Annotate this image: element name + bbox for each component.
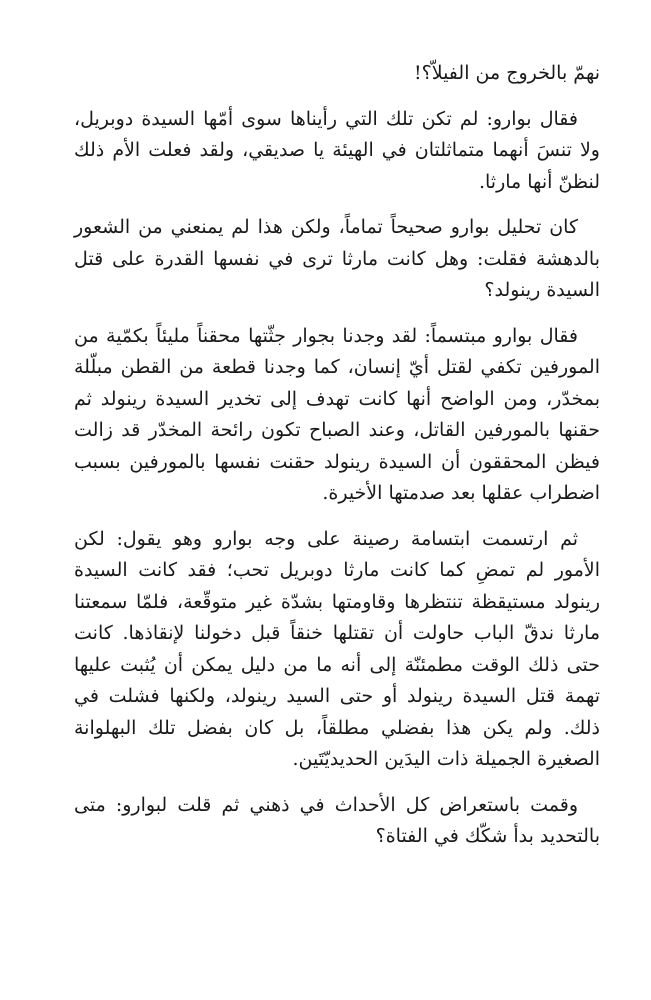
paragraph-6: وقمت باستعراض كل الأحداث في ذهني ثم قلت لبوارو: متى بالتحديد بدأ شكّك في الفتاة؟ [74, 793, 600, 847]
paragraph-1: نهمّ بالخروج من الفيلاّ؟! [414, 62, 600, 84]
paragraph-4: فقال بوارو مبتسماً: لقد وجدنا بجوار جثّتها محقناً مليئاً بكمّية من المورفين تكفي لقتل أيّ إنسان، كما وجدنا قطعة من القطن مبلّلة بمخدّر، ومن الواضح أنها كانت تهدف إلى تخدير السيدة رينولد ثم حقنها بالمورفين القاتل، وعند الصباح تكون رائحة المخدّر قد زالت فيظن المحققون أن السيدة رينولد حقنت نفسها بالمورفين بسبب اضطراب عقلها بعد صدمتها الأخيرة. [74, 324, 600, 504]
paragraph-5: ثم ارتسمت ابتسامة رصينة على وجه بوارو وهو يقول: لكن الأمور لم تمضِ كما كانت مارثا دوبريل تحب؛ فقد كانت السيدة رينولد مستيقظة تنتظرها وقاومتها بشدّة غير متوقّعة، فلمّا سمعتنا مارثا ندقّ الباب حاولت أن تقتلها خنقاً قبل دخولنا لإنقاذها. كانت حتى ذلك الوقت مطمئنّة إلى أنه ما من دليل يمكن أن يُثبت عليها تهمة قتل السيدة رينولد أو حتى السيد رينولد، ولكنها فشلت في ذلك. ولم يكن هذا بفضلي مطلقاً، بل كان بفضل تلك البهلوانة الصغيرة الجميلة ذات اليدَين الحديديّتَين. [74, 527, 600, 770]
book-page [74, 58, 600, 867]
paragraph-3: كان تحليل بوارو صحيحاً تماماً، ولكن هذا لم يمنعني من الشعور بالدهشة فقلت: وهل كانت مارثا ترى في نفسها القدرة على قتل السيدة رينولد؟ [74, 216, 600, 301]
paragraph-2: فقال بوارو: لم تكن تلك التي رأيناها سوى أمّها السيدة دوبريل، ولا تنسَ أنهما متماثلتان في الهيئة يا صديقي، ولقد فعلت الأم ذلك لنظنّ أنها مارثا. [74, 107, 600, 193]
